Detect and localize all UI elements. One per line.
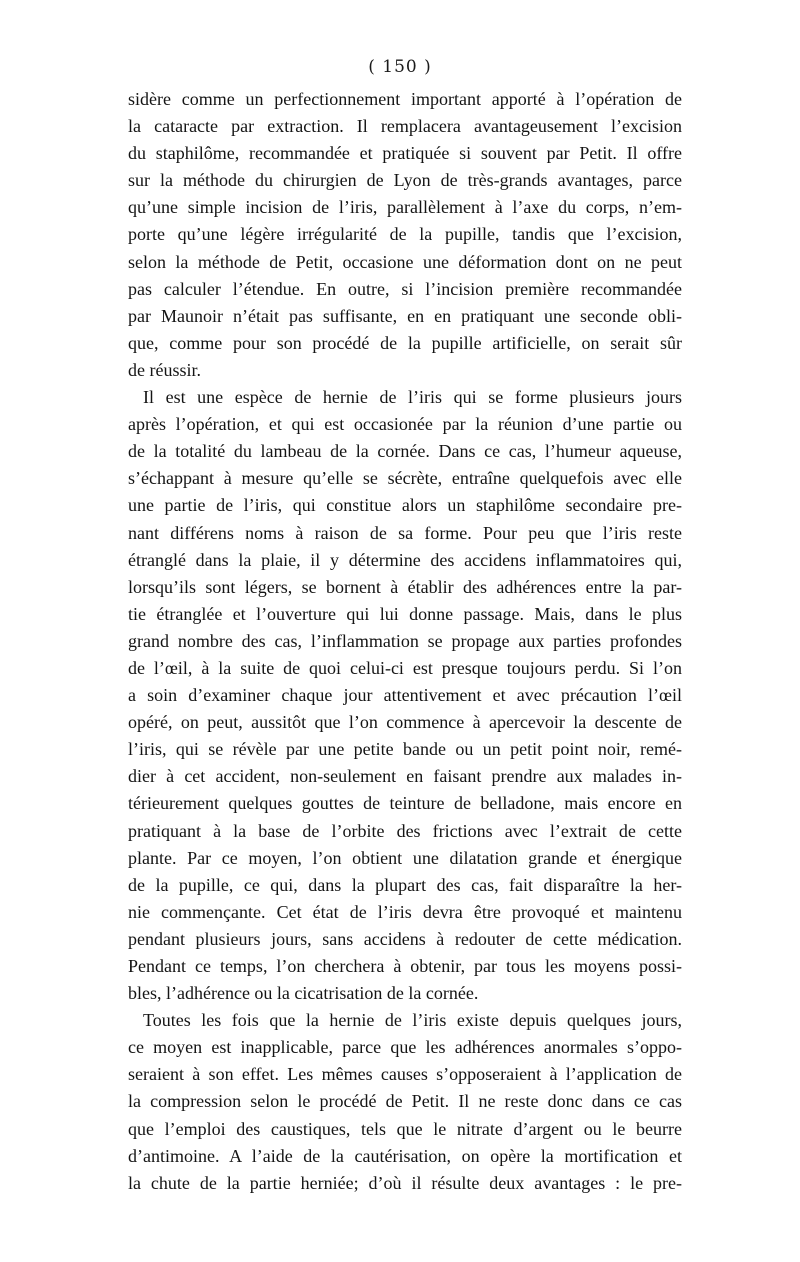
text-line: l’iris, qui se révèle par une petite bande ou un petit point noir, remé- (128, 739, 682, 760)
text-line: de l’œil, à la suite de quoi celui-ci est presque toujours perdu. Si l’on (128, 657, 682, 678)
text-line: bles, l’adhérence ou la cicatrisation de la cornée. (128, 983, 479, 1004)
body-text (128, 86, 682, 1197)
text-line: grand nombre des cas, l’inflammation se propage aux parties profondes (128, 630, 682, 651)
page-number: ( 150 ) (368, 57, 432, 77)
text-line: de la pupille, ce qui, dans la plupart des cas, fait disparaître la her- (128, 874, 682, 895)
text-line: ce moyen est inapplicable, parce que les adhérences anormales s’oppo- (128, 1037, 682, 1058)
text-line: nie commençante. Cet état de l’iris devra être provoqué et maintenu (128, 901, 682, 922)
text-line: opéré, on peut, aussitôt que l’on commence à apercevoir la descente de (128, 712, 682, 733)
text-line: de réussir. (128, 359, 201, 380)
text-line: lorsqu’ils sont légers, se bornent à établir des adhérences entre la par- (128, 576, 682, 597)
text-line: selon la méthode de Petit, occasione une déformation dont on ne peut (128, 251, 682, 272)
text-line: dier à cet accident, non-seulement en faisant prendre aux malades in- (128, 766, 682, 787)
text-line: une partie de l’iris, qui constitue alors un staphilôme secondaire pre- (128, 495, 682, 516)
text-line: par Maunoir n’était pas suffisante, en en pratiquant une seconde obli- (128, 305, 682, 326)
paragraph-1 (128, 86, 682, 384)
text-line: sidère comme un perfectionnement important apporté à l’opération de (128, 89, 682, 109)
paragraph-2 (128, 384, 682, 1007)
text-line: plante. Par ce moyen, l’on obtient une dilatation grande et énergique (128, 847, 682, 868)
text-line: a soin d’examiner chaque jour attentivement et avec précaution l’œil (128, 685, 682, 706)
text-line: Toutes les fois que la hernie de l’iris existe depuis quelques jours, (143, 1010, 682, 1031)
text-line: tie étranglée et l’ouverture qui lui donne passage. Mais, dans le plus (128, 603, 682, 624)
text-line: seraient à son effet. Les mêmes causes s’opposeraient à l’application de (128, 1064, 682, 1085)
text-line: pas calculer l’étendue. En outre, si l’incision première recommandée (128, 278, 682, 299)
text-line: Pendant ce temps, l’on cherchera à obtenir, par tous les moyens possi- (128, 956, 682, 976)
paragraph-3 (128, 1007, 682, 1197)
text-line: qu’une simple incision de l’iris, parallèlement à l’axe du corps, n’em- (128, 197, 682, 218)
text-line: s’échappant à mesure qu’elle se sécrète, entraîne quelquefois avec elle (128, 468, 682, 489)
text-line: après l’opération, et qui est occasionée par la réunion d’une partie ou (128, 414, 682, 435)
text-line: térieurement quelques gouttes de teinture de belladone, mais encore en (128, 793, 682, 814)
text-line: pratiquant à la base de l’orbite des frictions avec l’extrait de cette (128, 820, 682, 841)
text-line: nant différens noms à raison de sa forme. Pour peu que l’iris reste (128, 522, 682, 543)
text-line: d’antimoine. A l’aide de la cautérisation, on opère la mortification et (128, 1145, 682, 1166)
text-line: de la totalité du lambeau de la cornée. Dans ce cas, l’humeur aqueuse, (128, 441, 682, 462)
text-line: Il est une espèce de hernie de l’iris qui se forme plusieurs jours (143, 387, 682, 408)
text-line: du staphilôme, recommandée et pratiquée si souvent par Petit. Il offre (128, 143, 682, 164)
text-line: que, comme pour son procédé de la pupille artificielle, on serait sûr (128, 332, 682, 353)
text-line: sur la méthode du chirurgien de Lyon de très-grands avantages, parce (128, 170, 682, 191)
text-line: la compression selon le procédé de Petit. Il ne reste donc dans ce cas (128, 1091, 682, 1112)
text-line: porte qu’une légère irrégularité de la pupille, tandis que l’excision, (128, 224, 682, 245)
text-line: pendant plusieurs jours, sans accidens à redouter de cette médication. (128, 928, 682, 949)
text-line: étranglé dans la plaie, il y détermine des accidens inflammatoires qui, (128, 549, 682, 570)
text-line: que l’emploi des caustiques, tels que le nitrate d’argent ou le beurre (128, 1118, 682, 1139)
text-line: la chute de la partie herniée; d’où il résulte deux avantages : le pre- (128, 1172, 682, 1193)
text-line: la cataracte par extraction. Il remplacera avantageusement l’excision (128, 116, 682, 137)
